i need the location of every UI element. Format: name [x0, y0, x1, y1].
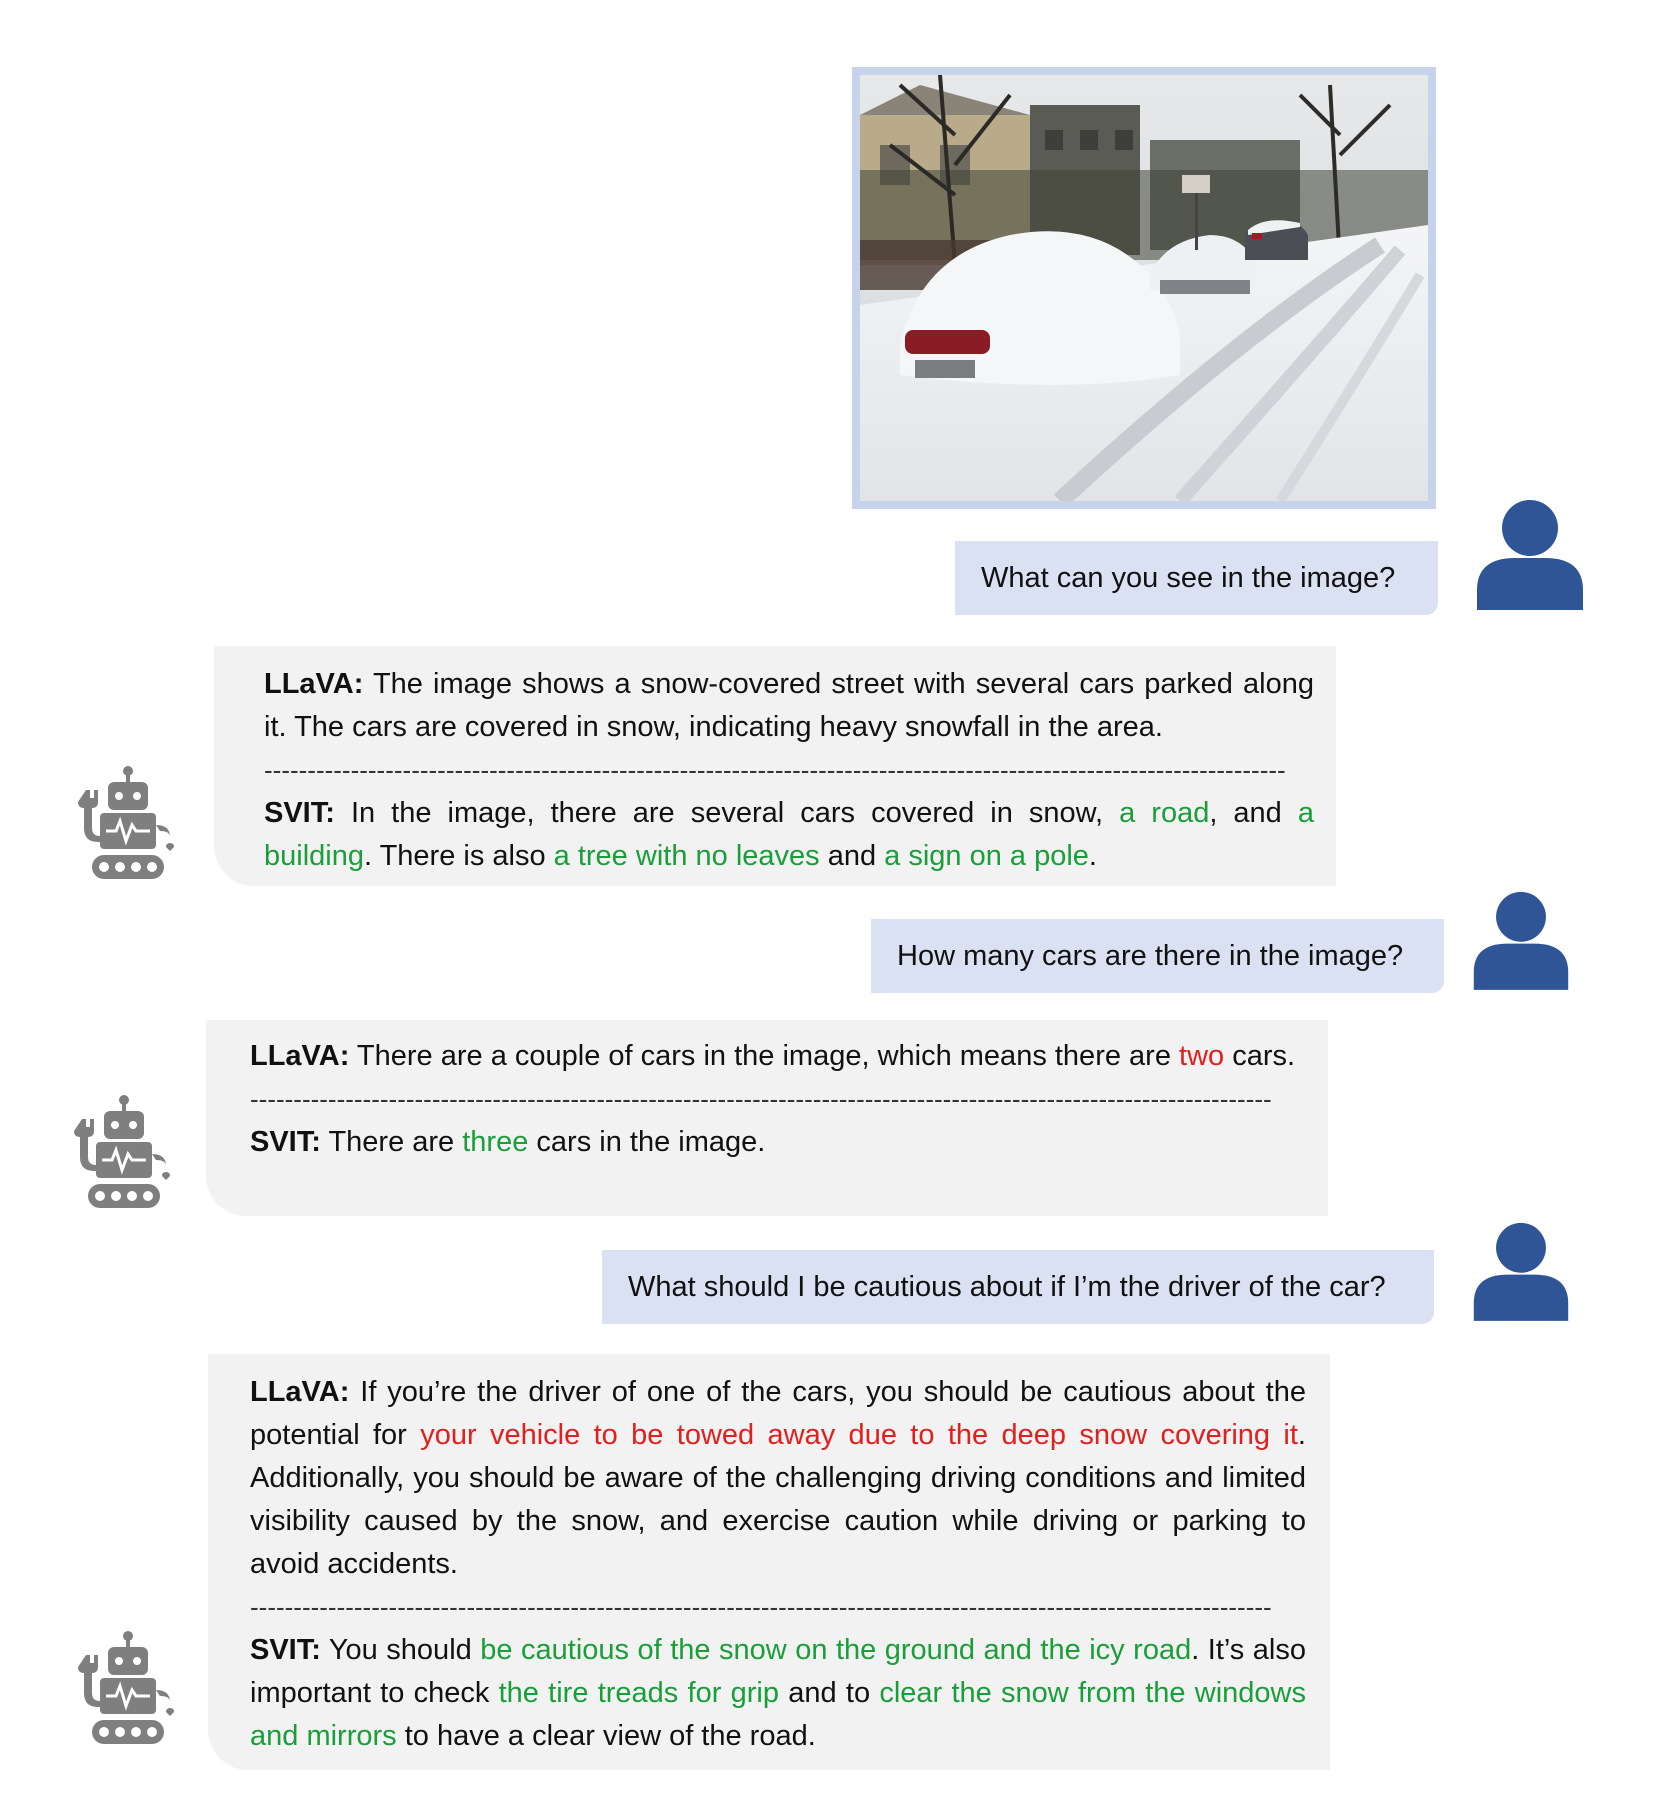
answer-text: There are a couple of cars in the image, which means there are	[356, 1040, 1180, 1072]
bot-answer-3	[208, 1354, 1330, 1770]
robot-icon	[74, 1094, 170, 1214]
input-image-frame	[852, 67, 1436, 509]
answer-text: and	[819, 840, 885, 872]
answer-text: . There is also	[363, 840, 554, 872]
correct-phrase: a road	[1119, 797, 1210, 829]
bot-answer-2	[206, 1020, 1328, 1216]
answer-text: and to	[779, 1677, 880, 1709]
llava-answer	[250, 1371, 1306, 1586]
answer-text: .	[1088, 840, 1097, 872]
bot-answer-1	[214, 646, 1336, 886]
answer-text: cars.	[1224, 1040, 1296, 1072]
answer-divider: ----------------------------------------------------------------------------------------------------------------------	[250, 1084, 1272, 1114]
question-text: What can you see in the image?	[981, 562, 1396, 594]
correct-phrase: a building	[264, 797, 1314, 872]
svit-answer	[250, 1121, 1304, 1164]
correct-phrase: three	[462, 1126, 529, 1158]
user-question-1	[955, 541, 1438, 615]
user-avatar-icon	[1472, 1219, 1570, 1323]
svit-label: SVIT:	[250, 1126, 321, 1158]
answer-text: If you’re the driver of one of the cars, you should be cautious about the potential for	[250, 1376, 1306, 1451]
question-text: How many cars are there in the image?	[897, 940, 1404, 972]
answer-text: The image shows a snow-covered street with several cars parked along it. The cars are covered in snow, indicating heavy snowfall in the area.	[264, 668, 1314, 743]
correct-phrase: clear the snow from the windows and mirrors	[250, 1677, 1307, 1752]
question-text: What should I be cautious about if I’m the driver of the car?	[628, 1271, 1386, 1303]
correct-phrase: the tire treads for grip	[498, 1677, 780, 1709]
llava-label: LLaVA:	[250, 1376, 350, 1408]
answer-text: to have a clear view of the road.	[396, 1720, 816, 1752]
answer-text: You should	[328, 1634, 481, 1666]
svit-label: SVIT:	[264, 797, 335, 829]
answer-text: . Additionally, you should be aware of the challenging driving conditions and limited visibility caused by the snow, and exercise caution while driving or parking to avoid accidents.	[250, 1419, 1306, 1580]
llava-label: LLaVA:	[250, 1040, 350, 1072]
hallucinated-phrase: your vehicle to be towed away due to the deep snow covering it	[420, 1419, 1298, 1451]
llava-answer	[250, 1035, 1304, 1078]
svit-label: SVIT:	[250, 1634, 321, 1666]
answer-text: . It’s also important to check	[250, 1634, 1306, 1709]
llava-answer	[264, 663, 1314, 749]
answer-text: , and	[1209, 797, 1298, 829]
correct-phrase: be cautious of the snow on the ground and the icy road	[480, 1634, 1192, 1666]
correct-phrase: a tree with no leaves	[553, 840, 820, 872]
svit-answer	[264, 792, 1314, 878]
user-avatar-icon	[1472, 888, 1570, 992]
answer-text: There are	[328, 1126, 463, 1158]
robot-icon	[78, 1630, 174, 1750]
user-avatar-icon	[1475, 498, 1585, 610]
svit-answer	[250, 1629, 1306, 1758]
user-question-2	[871, 919, 1444, 993]
correct-phrase: a sign on a pole	[884, 840, 1089, 872]
hallucinated-phrase: two	[1179, 1040, 1225, 1072]
user-question-3	[602, 1250, 1434, 1324]
answer-divider: ----------------------------------------------------------------------------------------------------------------------	[264, 755, 1286, 785]
llava-label: LLaVA:	[264, 668, 364, 700]
robot-icon	[78, 765, 174, 885]
answer-text: In the image, there are several cars covered in snow,	[350, 797, 1120, 829]
answer-text: cars in the image.	[528, 1126, 766, 1158]
answer-divider: ----------------------------------------------------------------------------------------------------------------------	[250, 1592, 1272, 1622]
snowy-street-photo	[860, 75, 1428, 501]
